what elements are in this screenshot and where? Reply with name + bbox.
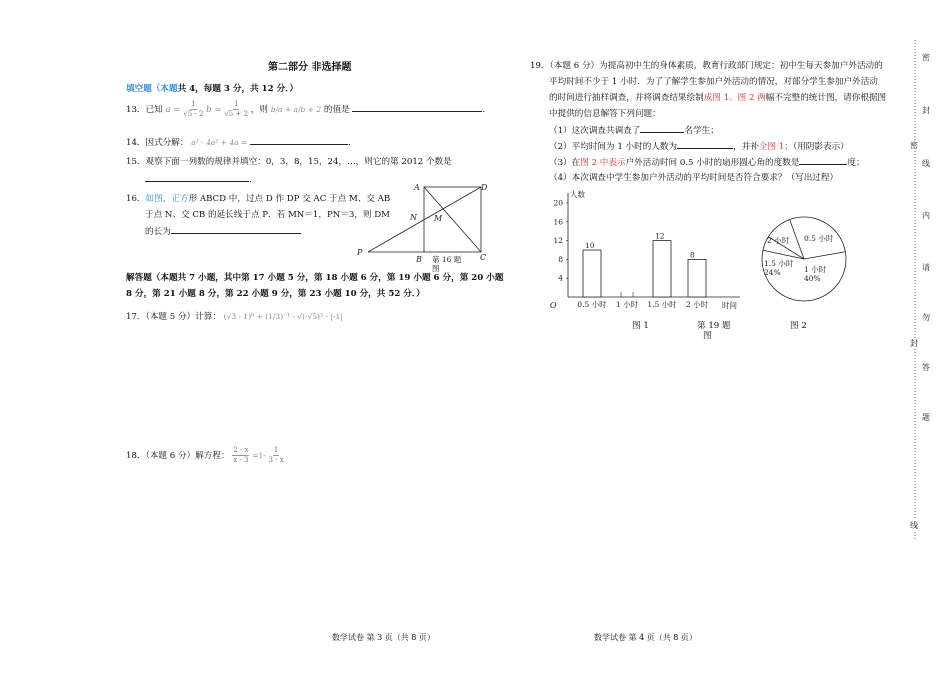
q19-p3-c: 度；	[847, 158, 865, 168]
label-m: M	[434, 214, 443, 223]
q18-lhs-num: 2 - x	[233, 446, 249, 454]
q13-prefix: 13．已知	[126, 105, 163, 115]
origin-label: O	[550, 301, 557, 310]
q19-p3-a: （3）在	[549, 158, 581, 168]
x-tick-label: 1 小时	[615, 300, 639, 309]
x-tick-label: 2 小时	[685, 300, 709, 309]
solve-header-line-1: 解答题（本题共 7 小题，其中第 17 小题 5 分，第 18 小题 6 分，第 19 小题 6 分，第 20 小题	[126, 273, 504, 283]
figure-16	[348, 178, 498, 273]
seal-char-6: 勿	[922, 313, 930, 322]
q13-a-def: a =	[165, 105, 181, 115]
fill-in-header-rest: 共 4，每题 3 分，共 12 分．）	[177, 84, 299, 94]
q13-b-num: 1	[233, 100, 239, 108]
question-19-part-2	[549, 139, 849, 152]
q16-answer-blank[interactable]	[171, 224, 301, 234]
q16-line-3-text: 的长为	[145, 227, 171, 237]
seal-char-4: 内	[922, 211, 930, 220]
q18-lhs-den: x - 3	[233, 456, 249, 464]
label-b: B	[416, 255, 422, 264]
q19-line-3-a: 的时间进行抽样调查，并将调查结果绘制	[549, 93, 704, 103]
seal-char-2: 封	[922, 106, 930, 115]
label-n: N	[410, 213, 417, 222]
figure-16-caption-1: 第 16 题	[432, 255, 462, 264]
q19-line-3-b: 幅不完整的统计图，请你根据图	[765, 93, 887, 103]
q16-num: 16．	[126, 194, 146, 204]
bar-chart	[540, 185, 750, 315]
q19-line-3-red: 成图 1、图 2 两	[703, 93, 766, 103]
question-16-line-2: 于点 N、交 CB 的延长线于点 P．若 MN＝1，PN＝3，则 DM	[145, 210, 390, 220]
pie-slice-label: 1.5 小时	[764, 259, 794, 268]
q13-b-def: b =	[206, 105, 222, 115]
q13-answer-blank[interactable]	[352, 102, 482, 112]
q19-p2-red: 全图 1；	[758, 142, 793, 152]
q19-p3-b: 户外活动时间 0.5 小时的扇形圆心角的度数是	[625, 158, 800, 168]
seal-char-8: 题	[922, 413, 930, 422]
q14-expression: a³ - 4a² + 4a =	[191, 138, 248, 147]
q16-line-1-rest: 形 ABCD 中，过点 D 作 DP 交 AC 于点 M、交 AB	[188, 194, 391, 204]
q13-tail: 的值是	[323, 105, 350, 115]
seal-char-1: 密	[922, 53, 930, 62]
q13-then: ，则	[250, 105, 268, 115]
question-19-line-2: 平均时间不少于 1 小时．为了了解学生参加户外活动的情况，对部分学生参加户外活动	[549, 77, 878, 87]
x-tick-label: 0.5 小时	[577, 300, 607, 309]
q15-tail: ．	[249, 175, 258, 185]
bar-value-label: 10	[585, 241, 595, 250]
y-tick-label: 16	[553, 217, 563, 227]
pie-slice-label: 0.5 小时	[804, 234, 834, 243]
question-15-text: 15．观察下面一列数的规律并填空：0，3，8，15，24，…，则它的第 2012 个数是	[126, 157, 452, 167]
q19-p2-b: ，并补	[733, 142, 759, 152]
fill-in-header-prefix: 填空题（本题	[126, 84, 178, 94]
question-17	[126, 310, 343, 322]
question-15-blank-line	[145, 172, 258, 185]
x-tick-label: 1.5 小时	[647, 300, 677, 309]
q13-b-fraction	[224, 100, 248, 119]
question-19-line-1: 19．（本题 6 分）为提高初中生的身体素质，教育行政部门规定：初中生每天参加户外活动的	[530, 61, 883, 71]
q18-rhs-den: 3 - x	[268, 456, 284, 464]
seal-mark-2: 封	[910, 339, 918, 348]
q18-rhs-num: 1	[273, 446, 279, 454]
pie-slice-percent: 40%	[804, 274, 821, 283]
figure-1-caption: 图 1	[632, 321, 649, 331]
bar-value-label: 8	[690, 250, 695, 260]
question-19-line-3	[549, 91, 886, 103]
y-axis-label: 人数	[570, 190, 585, 199]
question-19-part-3	[549, 155, 865, 168]
pie-slice-percent: 24%	[764, 268, 781, 277]
y-tick-label: 12	[553, 236, 563, 246]
q15-answer-blank[interactable]	[145, 172, 249, 182]
question-13: 13．已知 a = $\frac{1}{√5 - 2}$ b = $\frac{1}{√5 + 2}$ ，则 b/a + a/b + 2 的值是 ．	[126, 100, 492, 118]
q17-text: 17．（本题 5 分）计算：	[126, 312, 221, 322]
pie-slice-label: 2 小时	[767, 236, 790, 245]
y-tick-label: 8	[558, 254, 563, 264]
q13-b-den: √5 + 2	[224, 110, 249, 118]
seal-mark-1: 密	[910, 141, 918, 150]
x-axis-label: 时间	[722, 301, 737, 310]
q13-a-den: √5 - 2	[183, 110, 204, 118]
question-14	[126, 135, 357, 148]
label-p: P	[357, 248, 363, 257]
q17-expression: (√3 - 1)⁰ + (1/3)⁻¹ - √(-√5)² - |-1|	[223, 312, 343, 321]
pie-chart	[758, 215, 854, 305]
q19-p2-a: （2）平均时间为 1 小时的人数为	[549, 142, 678, 152]
seal-mark-3: 线	[910, 521, 918, 530]
q19-p2-blank[interactable]	[677, 139, 733, 149]
solve-header-line-2: 8 分，第 21 小题 8 分，第 22 小题 9 分，第 23 小题 10 分，共 52 分．）	[126, 289, 425, 299]
bar	[688, 259, 706, 297]
question-18	[126, 446, 284, 465]
pie-slice-label: 1 小时	[804, 265, 827, 274]
q13-expression: b/a + a/b + 2	[270, 105, 322, 114]
figure-16-caption-2: 图	[432, 264, 440, 273]
left-page-footer: 数学试卷 第 3 页（共 8 页）	[332, 633, 435, 642]
q18-text: 18．（本题 6 分）解方程：	[126, 451, 230, 461]
line-dp	[368, 187, 481, 252]
q19-p1-blank[interactable]	[640, 123, 684, 133]
y-tick-label: 4	[558, 273, 563, 283]
label-a: A	[414, 183, 420, 192]
part-title: 第二部分 非选择题	[268, 62, 352, 73]
q14-tail: ．	[347, 138, 357, 148]
q18-rhs-fraction	[269, 446, 284, 465]
q14-text: 14．因式分解：	[126, 138, 189, 148]
diagonal-ac	[424, 187, 481, 252]
question-19-part-4: （4）本次调查中学生参加户外活动的平均时间是否符合要求？（写出过程）	[549, 173, 839, 183]
question-19-part-1	[549, 123, 719, 136]
seal-char-3: 线	[922, 159, 930, 168]
bar	[653, 241, 671, 297]
figure-19-caption-2: 图	[703, 331, 712, 341]
label-c: C	[480, 253, 487, 262]
q18-lhs-fraction	[232, 446, 249, 465]
q14-answer-blank[interactable]	[250, 135, 348, 145]
bar-value-label: 12	[655, 231, 665, 241]
q19-p1-a: （1）这次调查共调查了	[549, 126, 641, 136]
q19-p1-b: 名学生；	[684, 126, 719, 136]
q13-a-fraction	[183, 100, 203, 119]
seal-char-5: 请	[922, 263, 930, 272]
q18-mid: =1-	[252, 451, 266, 460]
q19-p2-c: （用阴影表示）	[792, 142, 849, 152]
q16-blue-1: 如图，	[145, 194, 172, 204]
question-16-line-3	[145, 224, 301, 237]
figure-2-caption: 图 2	[790, 321, 807, 331]
question-19-line-4: 中提供的信息解答下列问题：	[549, 109, 661, 119]
fill-in-header	[126, 82, 298, 94]
q19-p3-blank[interactable]	[799, 155, 847, 165]
right-page-footer: 数学试卷 第 4 页（共 8 页）	[594, 633, 697, 642]
bar	[583, 250, 601, 297]
label-d: D	[481, 183, 488, 192]
y-tick-label: 20	[553, 198, 563, 208]
q13-a-num: 1	[191, 100, 196, 108]
q19-p3-red: 图 2 中表示	[580, 158, 626, 168]
q16-blue-2: 正方	[171, 194, 189, 204]
figure-19-caption-1: 第 19 题	[697, 321, 731, 331]
seal-char-7: 答	[922, 363, 930, 372]
